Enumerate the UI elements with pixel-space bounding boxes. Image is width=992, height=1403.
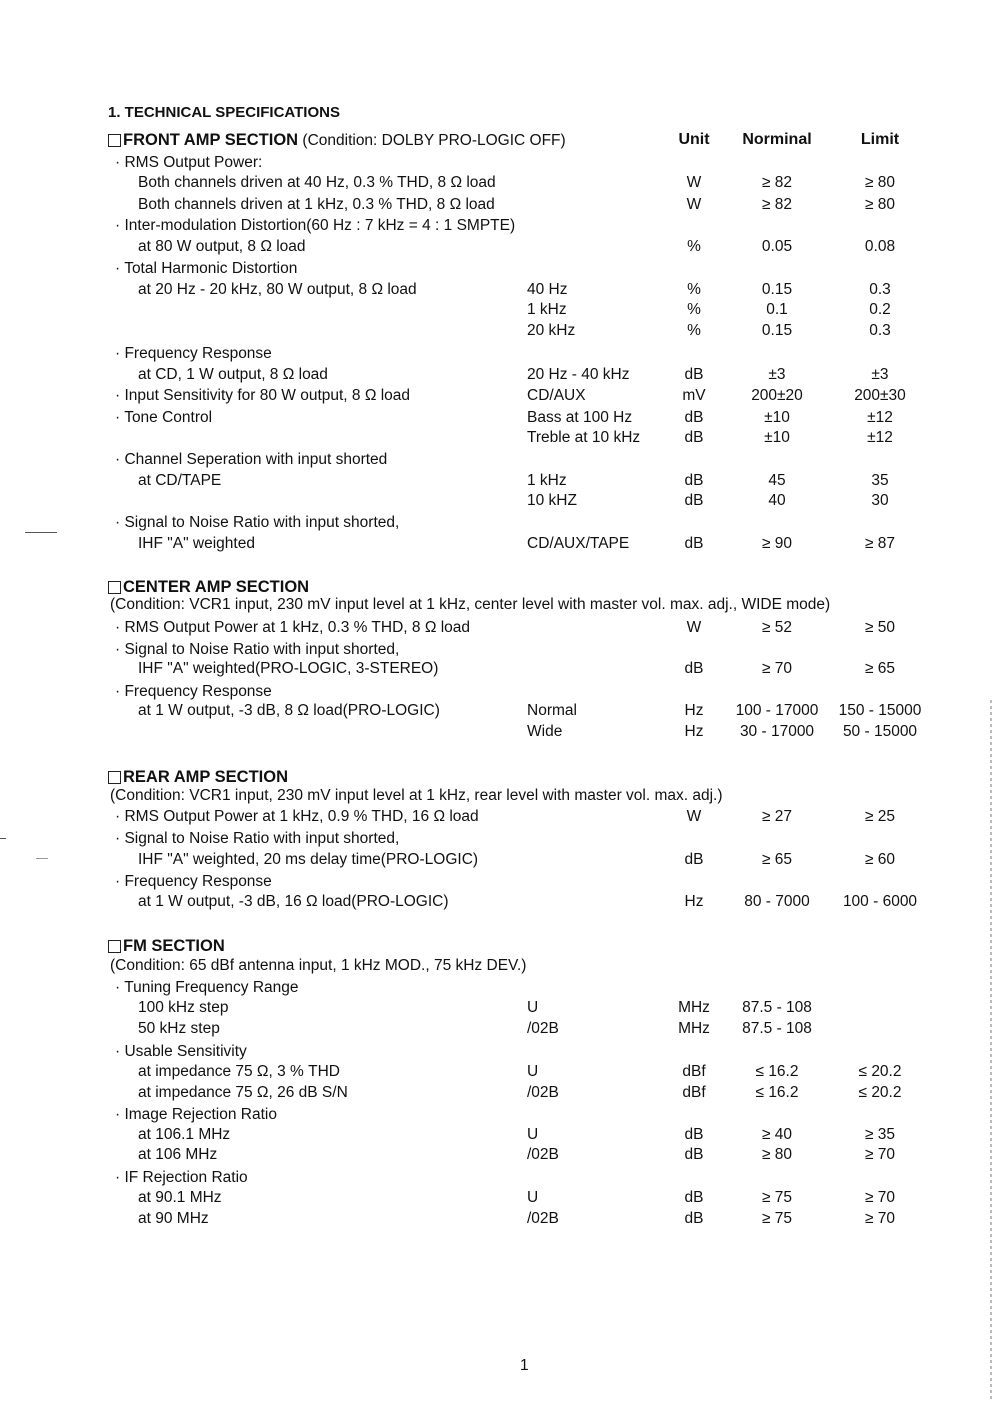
spec-label: · Total Harmonic Distortion — [115, 260, 298, 277]
column-header-unit: Unit — [678, 131, 710, 148]
spec-nominal: ≥ 82 — [761, 174, 793, 191]
spec-condition: 10 kHZ — [527, 492, 577, 509]
spec-nominal: ≥ 75 — [761, 1189, 793, 1206]
spec-unit: W — [686, 196, 702, 213]
spec-unit: dB — [684, 1210, 704, 1227]
spec-nominal: ≥ 70 — [761, 660, 793, 677]
spec-nominal: 100 - 17000 — [735, 702, 819, 719]
spec-limit: ≥ 60 — [864, 851, 896, 868]
spec-condition: CD/AUX/TAPE — [527, 535, 630, 552]
spec-label: · Inter-modulation Distortion(60 Hz : 7 kHz = 4 : 1 SMPTE) — [115, 217, 516, 234]
spec-condition: U — [527, 1189, 539, 1206]
spec-unit: Hz — [684, 702, 704, 719]
spec-label: · IF Rejection Ratio — [115, 1169, 248, 1186]
spec-unit: dB — [684, 660, 704, 677]
spec-unit: % — [687, 322, 701, 339]
spec-condition: 1 kHz — [527, 472, 567, 489]
section-heading: FM SECTION — [123, 937, 225, 955]
spec-label: 100 kHz step — [138, 999, 229, 1016]
spec-nominal: ≤ 16.2 — [755, 1063, 799, 1080]
spec-label: · Tone Control — [115, 409, 213, 426]
spec-limit: ±12 — [867, 409, 893, 426]
spec-condition: 20 Hz - 40 kHz — [527, 366, 630, 383]
spec-unit: dB — [684, 366, 704, 383]
spec-unit: MHz — [678, 1020, 710, 1037]
spec-label: · Image Rejection Ratio — [115, 1106, 277, 1123]
spec-label: IHF "A" weighted — [138, 535, 255, 552]
spec-condition: CD/AUX — [527, 387, 586, 404]
spec-nominal: 40 — [768, 492, 786, 509]
scan-margin-mark — [25, 532, 57, 533]
spec-label: Both channels driven at 40 Hz, 0.3 % THD, 8 Ω load — [138, 174, 496, 191]
spec-nominal: ≥ 80 — [761, 1146, 793, 1163]
spec-nominal: ≥ 82 — [761, 196, 793, 213]
spec-limit: 200±30 — [854, 387, 906, 404]
spec-unit: dB — [684, 409, 704, 426]
scan-margin-mark — [0, 838, 6, 839]
spec-label: · Channel Seperation with input shorted — [115, 451, 388, 468]
spec-limit: ≤ 20.2 — [858, 1084, 902, 1101]
spec-nominal: ≥ 90 — [761, 535, 793, 552]
spec-nominal: ±10 — [764, 409, 790, 426]
section-center-header — [108, 578, 309, 597]
spec-nominal: ±3 — [768, 366, 786, 383]
page-title: 1. TECHNICAL SPECIFICATIONS — [108, 104, 340, 121]
spec-label: at CD, 1 W output, 8 Ω load — [138, 366, 328, 383]
spec-nominal: 30 - 17000 — [739, 723, 815, 740]
spec-limit: ≥ 80 — [864, 174, 896, 191]
spec-unit: dB — [684, 1126, 704, 1143]
spec-limit: ≥ 65 — [864, 660, 896, 677]
spec-limit: ≥ 25 — [864, 808, 896, 825]
spec-condition: 1 kHz — [527, 301, 567, 318]
spec-nominal: 80 - 7000 — [744, 893, 810, 910]
spec-label: at 1 W output, -3 dB, 8 Ω load(PRO-LOGIC) — [138, 702, 440, 719]
spec-limit: ≥ 87 — [864, 535, 896, 552]
spec-nominal: ≥ 40 — [761, 1126, 793, 1143]
spec-limit: ≥ 70 — [864, 1210, 896, 1227]
spec-unit: dB — [684, 429, 704, 446]
spec-label: at 106.1 MHz — [138, 1126, 231, 1143]
spec-condition: 20 kHz — [527, 322, 576, 339]
spec-nominal: 0.1 — [766, 301, 788, 318]
spec-unit: W — [686, 619, 702, 636]
checkbox-icon — [108, 771, 121, 784]
spec-unit: Hz — [684, 723, 704, 740]
spec-nominal: 0.05 — [761, 238, 793, 255]
spec-condition: U — [527, 1126, 539, 1143]
spec-condition: /02B — [527, 1210, 559, 1227]
spec-label: · RMS Output Power at 1 kHz, 0.3 % THD, 8 Ω load — [115, 619, 471, 636]
spec-condition: Treble at 10 kHz — [527, 429, 641, 446]
spec-label: at 106 MHz — [138, 1146, 218, 1163]
spec-nominal: ≤ 16.2 — [755, 1084, 799, 1101]
section-front-header — [108, 131, 566, 150]
spec-limit: 30 — [871, 492, 889, 509]
spec-limit: ≤ 20.2 — [858, 1063, 902, 1080]
spec-nominal: ±10 — [764, 429, 790, 446]
spec-unit: W — [686, 808, 702, 825]
spec-limit: ≥ 35 — [864, 1126, 896, 1143]
section-heading: FRONT AMP SECTION — [123, 131, 299, 149]
spec-label: · Input Sensitivity for 80 W output, 8 Ω load — [115, 387, 411, 404]
spec-nominal: ≥ 75 — [761, 1210, 793, 1227]
spec-unit: Hz — [684, 893, 704, 910]
spec-limit: 0.3 — [869, 281, 891, 298]
spec-condition: 40 Hz — [527, 281, 568, 298]
spec-nominal: 87.5 - 108 — [742, 1020, 812, 1037]
spec-limit: 35 — [871, 472, 889, 489]
section-condition: (Condition: VCR1 input, 230 mV input level at 1 kHz, rear level with master vol. max. adj.) — [110, 787, 723, 804]
spec-label: IHF "A" weighted(PRO-LOGIC, 3-STEREO) — [138, 660, 439, 677]
spec-condition: U — [527, 1063, 539, 1080]
spec-label: at 90 MHz — [138, 1210, 209, 1227]
spec-label: · Signal to Noise Ratio with input shorted, — [115, 514, 400, 531]
spec-limit: 100 - 6000 — [842, 893, 918, 910]
section-rear-header — [108, 768, 288, 787]
scan-margin-mark — [36, 858, 48, 859]
spec-limit: ±12 — [867, 429, 893, 446]
spec-limit: 0.3 — [869, 322, 891, 339]
spec-unit: dBf — [682, 1084, 706, 1101]
spec-label: · Frequency Response — [115, 683, 272, 700]
spec-condition: Normal — [527, 702, 577, 719]
section-condition: (Condition: 65 dBf antenna input, 1 kHz MOD., 75 kHz DEV.) — [110, 957, 527, 974]
spec-nominal: 200±20 — [751, 387, 803, 404]
spec-label: at 1 W output, -3 dB, 16 Ω load(PRO-LOGIC) — [138, 893, 449, 910]
section-fm-header — [108, 937, 225, 956]
column-header-limit: Limit — [860, 131, 900, 148]
spec-condition: /02B — [527, 1020, 559, 1037]
spec-nominal: 45 — [768, 472, 786, 489]
spec-label: IHF "A" weighted, 20 ms delay time(PRO-LOGIC) — [138, 851, 479, 868]
spec-label: at CD/TAPE — [138, 472, 222, 489]
spec-unit: dB — [684, 1189, 704, 1206]
section-heading: CENTER AMP SECTION — [123, 578, 310, 596]
spec-condition: Wide — [527, 723, 563, 740]
spec-limit: 50 - 15000 — [842, 723, 918, 740]
spec-label: · RMS Output Power at 1 kHz, 0.9 % THD, 16 Ω load — [115, 808, 479, 825]
spec-condition: /02B — [527, 1084, 559, 1101]
spec-nominal: ≥ 52 — [761, 619, 793, 636]
spec-limit: ≥ 80 — [864, 196, 896, 213]
checkbox-icon — [108, 134, 121, 147]
spec-label: · Frequency Response — [115, 345, 272, 362]
spec-limit: ≥ 70 — [864, 1189, 896, 1206]
section-heading: REAR AMP SECTION — [123, 768, 289, 786]
spec-label: · RMS Output Power: — [115, 154, 263, 171]
spec-unit: % — [687, 301, 701, 318]
checkbox-icon — [108, 581, 121, 594]
page-number: 1 — [520, 1357, 529, 1374]
spec-unit: dB — [684, 472, 704, 489]
spec-label: Both channels driven at 1 kHz, 0.3 % THD, 8 Ω load — [138, 196, 495, 213]
spec-nominal: 87.5 - 108 — [742, 999, 812, 1016]
spec-limit: ≥ 70 — [864, 1146, 896, 1163]
spec-label: · Usable Sensitivity — [115, 1043, 247, 1060]
spec-label: at 80 W output, 8 Ω load — [138, 238, 306, 255]
spec-condition: Bass at 100 Hz — [527, 409, 633, 426]
spec-nominal: ≥ 65 — [761, 851, 793, 868]
spec-limit: ≥ 50 — [864, 619, 896, 636]
spec-limit: 150 - 15000 — [838, 702, 922, 719]
spec-condition: /02B — [527, 1146, 559, 1163]
spec-condition: U — [527, 999, 539, 1016]
spec-label: at impedance 75 Ω, 3 % THD — [138, 1063, 340, 1080]
spec-unit: dB — [684, 535, 704, 552]
spec-nominal: 0.15 — [761, 322, 793, 339]
section-condition: (Condition: VCR1 input, 230 mV input level at 1 kHz, center level with master vol. max. adj., WIDE mode) — [110, 596, 831, 613]
spec-unit: W — [686, 174, 702, 191]
spec-limit: 0.2 — [869, 301, 891, 318]
section-condition: (Condition: DOLBY PRO-LOGIC OFF) — [302, 132, 566, 149]
spec-unit: % — [687, 281, 701, 298]
spec-nominal: ≥ 27 — [761, 808, 793, 825]
spec-label: · Tuning Frequency Range — [115, 979, 299, 996]
spec-unit: % — [687, 238, 701, 255]
spec-unit: dB — [684, 851, 704, 868]
spec-label: · Frequency Response — [115, 873, 272, 890]
spec-label: · Signal to Noise Ratio with input shorted, — [115, 641, 400, 658]
spec-label: · Signal to Noise Ratio with input shorted, — [115, 830, 400, 847]
spec-label: 50 kHz step — [138, 1020, 220, 1037]
spec-label: at 90.1 MHz — [138, 1189, 222, 1206]
spec-nominal: 0.15 — [761, 281, 793, 298]
spec-label: at 20 Hz - 20 kHz, 80 W output, 8 Ω load — [138, 281, 417, 298]
spec-label: at impedance 75 Ω, 26 dB S/N — [138, 1084, 348, 1101]
spec-unit: dBf — [682, 1063, 706, 1080]
column-header-nominal: Norminal — [742, 131, 812, 148]
spec-limit: 0.08 — [864, 238, 896, 255]
spec-unit: mV — [682, 387, 706, 404]
spec-unit: MHz — [678, 999, 710, 1016]
spec-unit: dB — [684, 1146, 704, 1163]
spec-limit: ±3 — [871, 366, 889, 383]
checkbox-icon — [108, 940, 121, 953]
spec-unit: dB — [684, 492, 704, 509]
